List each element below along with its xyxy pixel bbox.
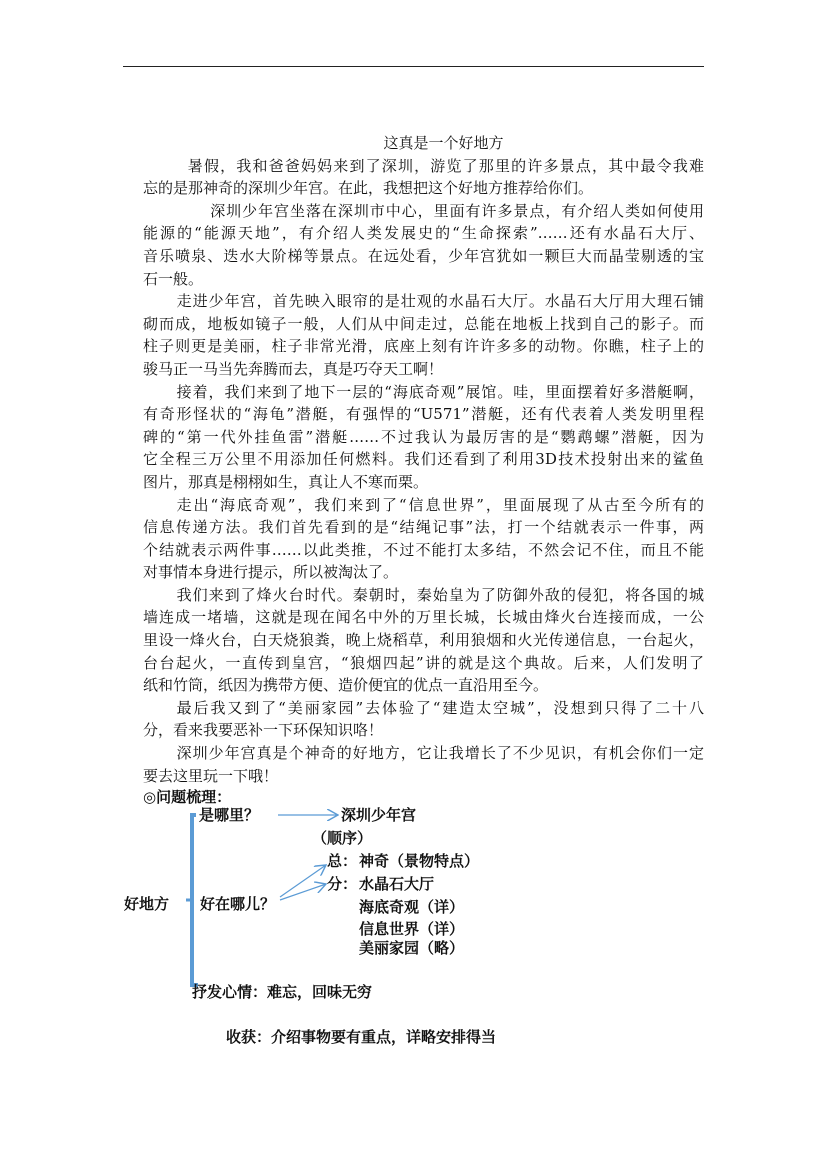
paragraph-line: 最后我又到了“美丽家园”去体验了“建造太空城”，没想到只得了二十八 [176,698,704,717]
paragraph-line: 深圳少年宫真是个神奇的好地方，它让我增长了不少见识，有机会你们一定 [176,744,704,763]
question-why-good: 好在哪儿？ [200,896,276,913]
total-value: 神奇（景物特点） [359,853,480,870]
paragraph-line: 墙连成一堵墙，这就是现在闻名中外的万里长城，长城由烽火台连接而成，一公 [143,608,704,627]
question-where: 是哪里？ [199,807,260,824]
paragraph-line: 台台起火，一直传到皇宫，“狼烟四起”讲的就是这个典故。后来，人们发明了 [143,653,704,672]
part-label: 分： [327,876,358,893]
gain-text: 收获：介绍事物要有重点，详略安排得当 [226,1029,497,1046]
paragraph-line: 柱子则更是美丽，柱子非常光滑，底座上刻有许许多多的动物。你瞧，柱子上的 [143,337,704,356]
feeling-text: 抒发心情：难忘，回味无穷 [192,984,373,1001]
answer-where: 深圳少年宫 [341,807,417,824]
total-label: 总： [327,853,358,870]
paragraph-line: 图片，那真是栩栩如生，真让人不寒而栗。 [143,472,429,491]
paragraph-line: 石一般。 [143,269,204,288]
paragraph-line: 走进少年宫，首先映入眼帘的是壮观的水晶石大厅。水晶石大厅用大理石铺 [176,292,704,311]
paragraph-line: 纸和竹筒，纸因为携带方便、造价便宜的优点一直沿用至今。 [143,676,549,695]
paragraph-line: 深圳少年宫坐落在深圳市中心，里面有许多景点，有介绍人类如何使用 [210,201,704,220]
bracket [192,815,198,985]
order-label: （顺序） [312,830,373,847]
paragraph-line: 要去这里玩一下哦！ [143,766,279,785]
part-item: 水晶石大厅 [359,876,435,893]
part-item: 美丽家园（略） [359,940,465,957]
paragraph-line: 接着，我们来到了地下一层的“海底奇观”展馆。哇，里面摆着好多潜艇啊， [176,382,704,401]
paragraph-line: 忘的是那神奇的深圳少年宫。在此，我想把这个好地方推荐给你们。 [143,179,594,198]
paragraph-line: 音乐喷泉、迭水大阶梯等景点。在远处看，少年宫犹如一颗巨大而晶莹剔透的宝 [143,246,704,265]
paragraph-line: 信息传递方法。我们首先看到的是“结绳记事”法，打一个结就表示一件事，两 [143,518,704,537]
part-item: 海底奇观（详） [359,899,465,916]
part-item: 信息世界（详） [359,921,465,938]
paragraph-line: 碑的“第一代外挂鱼雷”潜艇……不过我认为最厉害的是“鹦鹉螺”潜艇，因为 [143,427,704,446]
paragraph-line: 能源的“能源天地”，有介绍人类发展史的“生命探索”……还有水晶石大厅、 [143,224,704,243]
essay-title: 这真是一个好地方 [383,134,504,152]
paragraph-line: 它全程三万公里不用添加任何燃料。我们还看到了利用3D技术投射出来的鲨鱼 [143,450,704,469]
paragraph-line: 骏马正一马当先奔腾而去，真是巧夺天工啊！ [143,359,444,378]
paragraph-line: 走出“海底奇观”，我们来到了“信息世界”，里面展现了从古至今所有的 [176,495,704,514]
section-heading: ◎问题梳理： [143,789,232,807]
paragraph-line: 对事情本身进行提示，所以被淘汰了。 [143,563,399,582]
paragraph-line: 里设一烽火台，白天烧狼粪，晚上烧稻草，利用狼烟和火光传递信息，一台起火， [143,631,704,650]
paragraph-line: 砌而成，地板如镜子一般，人们从中间走过，总能在地板上找到自己的影子。而 [143,314,704,333]
mindmap-root: 好地方 [124,896,170,913]
paragraph-line: 分，看来我要恶补一下环保知识咯！ [143,721,384,740]
paragraph-line: 个结就表示两件事……以此类推，不过不能打太多结，不然会记不住，而且不能 [143,540,704,559]
paragraph-line: 我们来到了烽火台时代。秦朝时，秦始皇为了防御外敌的侵犯，将各国的城 [176,585,704,604]
paragraph-line: 暑假，我和爸爸妈妈来到了深圳，游览了那里的许多景点，其中最令我难 [187,156,704,175]
paragraph-line: 有奇形怪状的“海龟”潜艇，有强悍的“U571”潜艇，还有代表着人类发明里程 [143,405,704,424]
